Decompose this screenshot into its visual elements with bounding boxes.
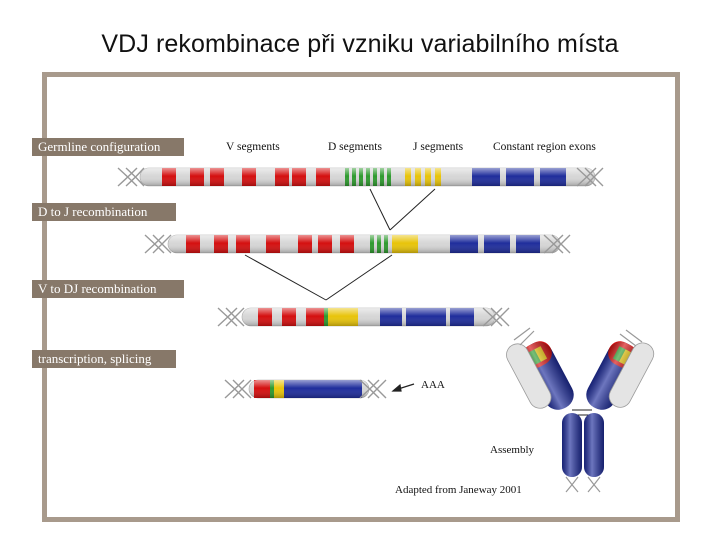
dj-recombined-dna — [145, 235, 570, 253]
constant-region-label: Constant region exons — [493, 141, 596, 153]
polya-arrow — [393, 384, 414, 391]
stage-label-transcription: transcription, splicing — [32, 350, 176, 368]
vdj-recombined-dna — [218, 308, 509, 326]
stage-label-v-to-dj: V to DJ recombination — [32, 280, 184, 298]
slide-title: VDJ rekombinace při vzniku variabilního místa — [101, 30, 619, 58]
dj-junction-lines — [370, 189, 435, 230]
v-segments-label: V segments — [226, 141, 280, 153]
stage-label-d-to-j: D to J recombination — [32, 203, 176, 221]
antibody-illustration — [503, 328, 658, 492]
stage-label-germline: Germline configuration — [32, 138, 184, 156]
spliced-transcript — [225, 380, 414, 398]
polya-label: AAA — [421, 379, 445, 391]
credit-label: Adapted from Janeway 2001 — [395, 484, 522, 496]
d-segments-label: D segments — [328, 141, 382, 153]
assembly-label: Assembly — [490, 444, 534, 456]
germline-dna — [118, 168, 603, 186]
j-segments-label: J segments — [413, 141, 464, 153]
vdj-junction-lines — [245, 255, 392, 300]
